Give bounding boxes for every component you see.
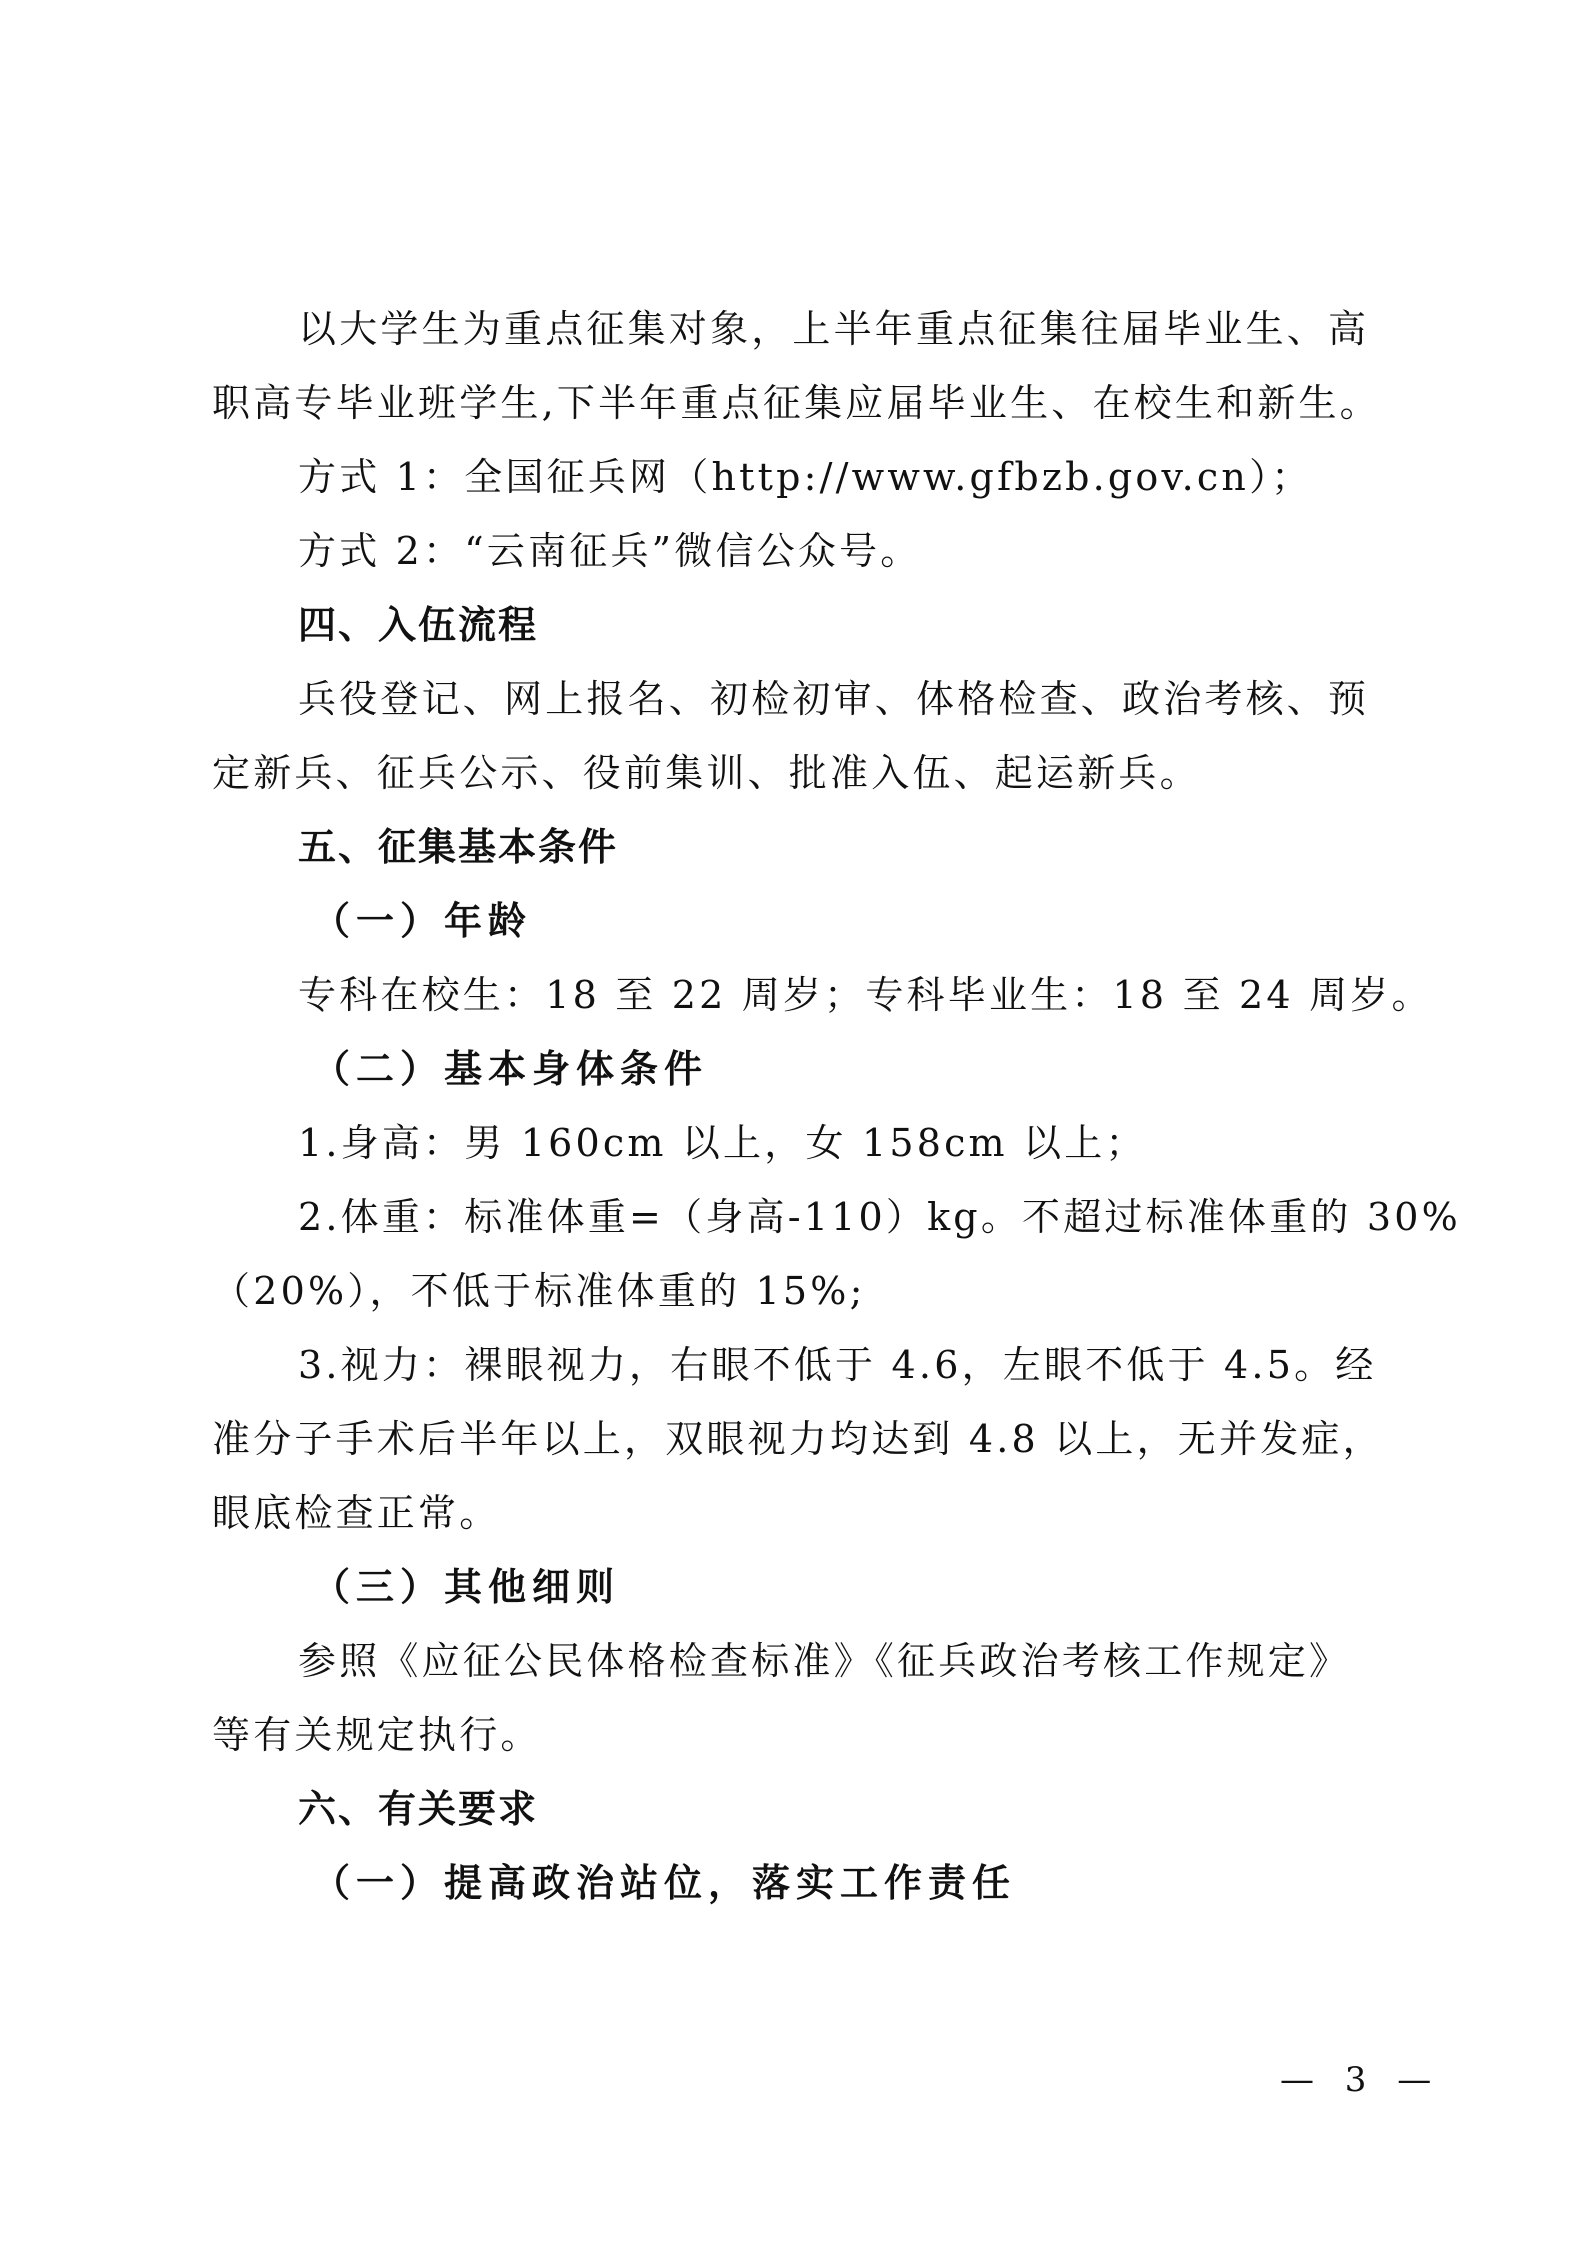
paragraph-line: 准分子手术后半年以上，双眼视力均达到 4.8 以上，无并发症， [212, 1417, 1384, 1461]
section-heading: 六、有关要求 [298, 1787, 539, 1831]
paragraph-line: 参照《应征公民体格检查标准》《征兵政治考核工作规定》 [298, 1639, 1351, 1683]
paragraph-line: 3.视力：裸眼视力，右眼不低于 4.6，左眼不低于 4.5。经 [298, 1343, 1377, 1387]
paragraph-line: 以大学生为重点征集对象，上半年重点征集往届毕业生、高 [298, 307, 1370, 351]
paragraph-line: 职高专毕业班学生,下半年重点征集应届毕业生、在校生和新生。 [212, 381, 1381, 425]
paragraph-line: 专科在校生：18 至 22 周岁；专科毕业生：18 至 24 周岁。 [298, 973, 1433, 1017]
document-body [212, 292, 1461, 1920]
paragraph-line: 方式 2：“云南征兵”微信公众号。 [298, 529, 922, 573]
page-number: — 3 — [1280, 2060, 1442, 2100]
subsection-heading: （一）年龄 [312, 898, 533, 943]
subsection-heading: （二）基本身体条件 [312, 1046, 709, 1091]
subsection-heading: （三）其他细则 [312, 1564, 621, 1609]
paragraph-line: 定新兵、征兵公示、役前集训、批准入伍、起运新兵。 [212, 751, 1201, 795]
paragraph-line: 方式 1：全国征兵网（http://www.gfbzb.gov.cn）； [298, 455, 1313, 499]
paragraph-line: 2.体重：标准体重=（身高-110）kg。不超过标准体重的 30% [298, 1195, 1461, 1239]
paragraph-line: 1.身高：男 160cm 以上，女 158cm 以上； [298, 1121, 1147, 1165]
paragraph-line: 兵役登记、网上报名、初检初审、体格检查、政治考核、预 [298, 677, 1370, 721]
subsection-heading: （一）提高政治站位，落实工作责任 [312, 1860, 1017, 1905]
section-heading: 四、入伍流程 [298, 603, 539, 647]
paragraph-line: 眼底检查正常。 [212, 1491, 501, 1535]
paragraph-line: 等有关规定执行。 [212, 1713, 542, 1757]
section-heading: 五、征集基本条件 [298, 825, 619, 869]
paragraph-line: （20%），不低于标准体重的 15%; [212, 1269, 866, 1313]
